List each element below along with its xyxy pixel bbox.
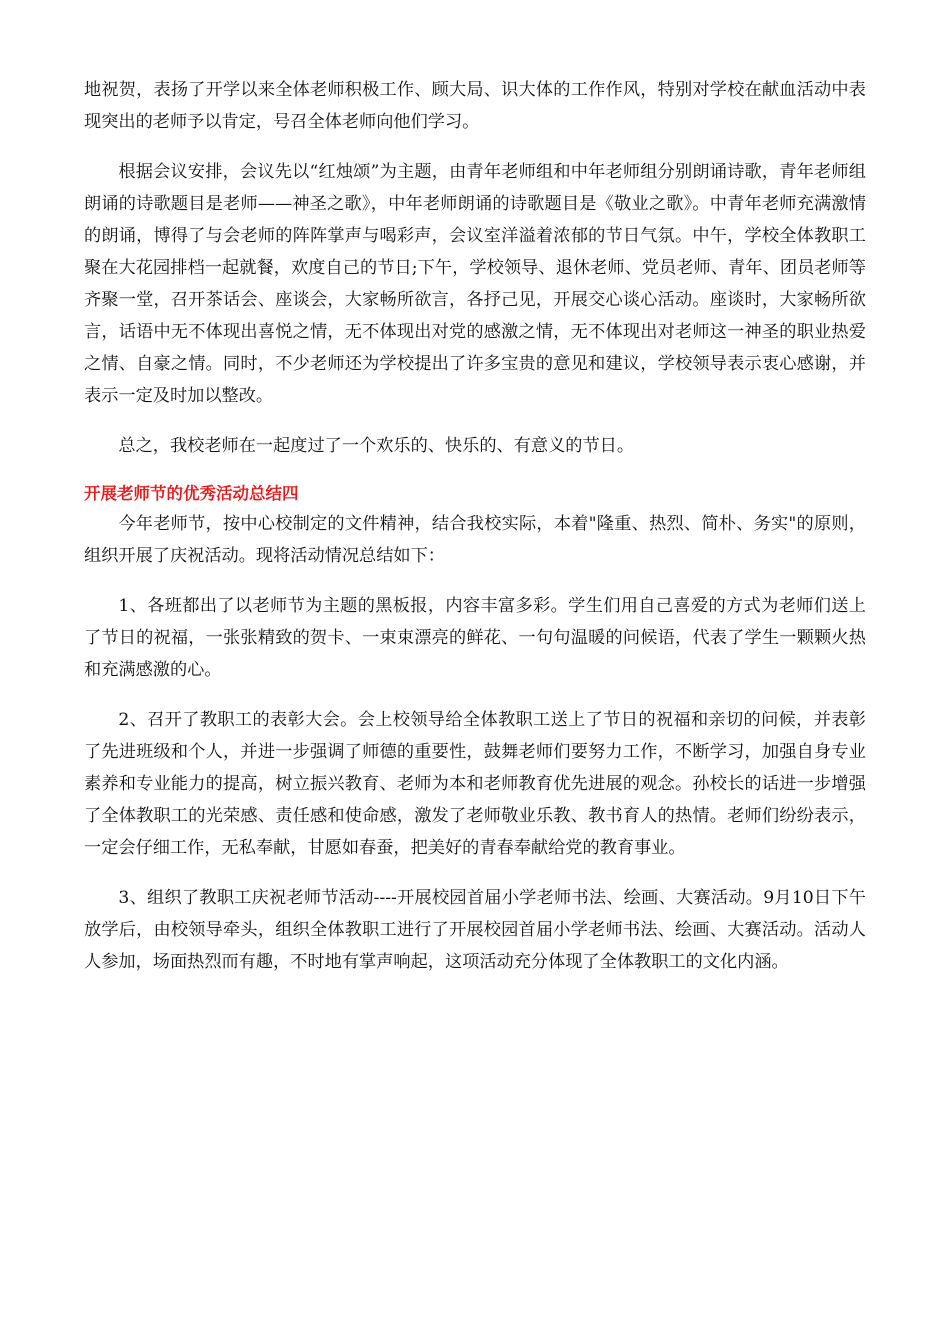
paragraph-item-3: 3、组织了教职工庆祝老师节活动----开展校园首届小学老师书法、绘画、大赛活动。9月10日下午放学后，由校领导牵头，组织全体教职工进行了开展校园首届小学老师书法、绘画、大赛活动。活动人人参加，场面热烈而有趣，不时地有掌声响起，这项活动充分体现了全体教职工的文化内涵。 bbox=[84, 888, 866, 972]
paragraph-item-1: 1、各班都出了以老师节为主题的黑板报，内容丰富多彩。学生们用自己喜爱的方式为老师们送上了节日的祝福，一张张精致的贺卡、一束束漂亮的鲜花、一句句温暖的问候语，代表了学生一颗颗火热和充满感激的心。 bbox=[84, 596, 866, 680]
section-heading: 开展老师节的优秀活动总结四 bbox=[84, 484, 299, 503]
paragraph-intro: 今年老师节，按中心校制定的文件精神，结合我校实际，本着"隆重、热烈、简朴、务实"的原则，组织开展了庆祝活动。现将活动情况总结如下： bbox=[84, 514, 866, 566]
paragraph-conclusion: 总之，我校老师在一起度过了一个欢乐的、快乐的、有意义的节日。 bbox=[118, 436, 635, 456]
paragraph-item-2: 2、召开了教职工的表彰大会。会上校领导给全体教职工送上了节日的祝福和亲切的问候，并表彰了先进班级和个人，并进一步强调了师德的重要性，鼓舞老师们要努力工作，不断学习，加强自身专业素养和专业能力的提高，树立振兴教育、老师为本和老师教育优先进展的观念。孙校长的话进一步增强了全体教职工的光荣感、责任感和使命感，激发了老师敬业乐教、教书育人的热情。老师们纷纷表示，一定会仔细工作，无私奉献，甘愿如春蚕，把美好的青春奉献给党的教育事业。 bbox=[84, 710, 866, 858]
paragraph-continuation: 地祝贺，表扬了开学以来全体老师积极工作、顾大局、识大体的工作作风，特别对学校在献血活动中表现突出的老师予以肯定，号召全体老师向他们学习。 bbox=[84, 80, 866, 132]
paragraph-meeting-arrangement: 根据会议安排，会议先以“红烛颂”为主题，由青年老师组和中年老师组分别朗诵诗歌，青年老师组朗诵的诗歌题目是老师——神圣之歌》，中年老师朗诵的诗歌题目是《敬业之歌》。中青年老师充满激情的朗诵，博得了与会老师的阵阵掌声与喝彩声，会议室洋溢着浓郁的节日气氛。中午，学校全体教职工聚在大花园排档一起就餐，欢度自己的节日;下午，学校领导、退休老师、党员老师、青年、团员老师等齐聚一堂，召开茶话会、座谈会，大家畅所欲言，各抒己见，开展交心谈心活动。座谈时，大家畅所欲言，话语中无不体现出喜悦之情，无不体现出对党的感激之情，无不体现出对老师这一神圣的职业热爱之情、自豪之情。同时，不少老师还为学校提出了许多宝贵的意见和建议，学校领导表示衷心感谢，并表示一定及时加以整改。 bbox=[84, 162, 866, 406]
